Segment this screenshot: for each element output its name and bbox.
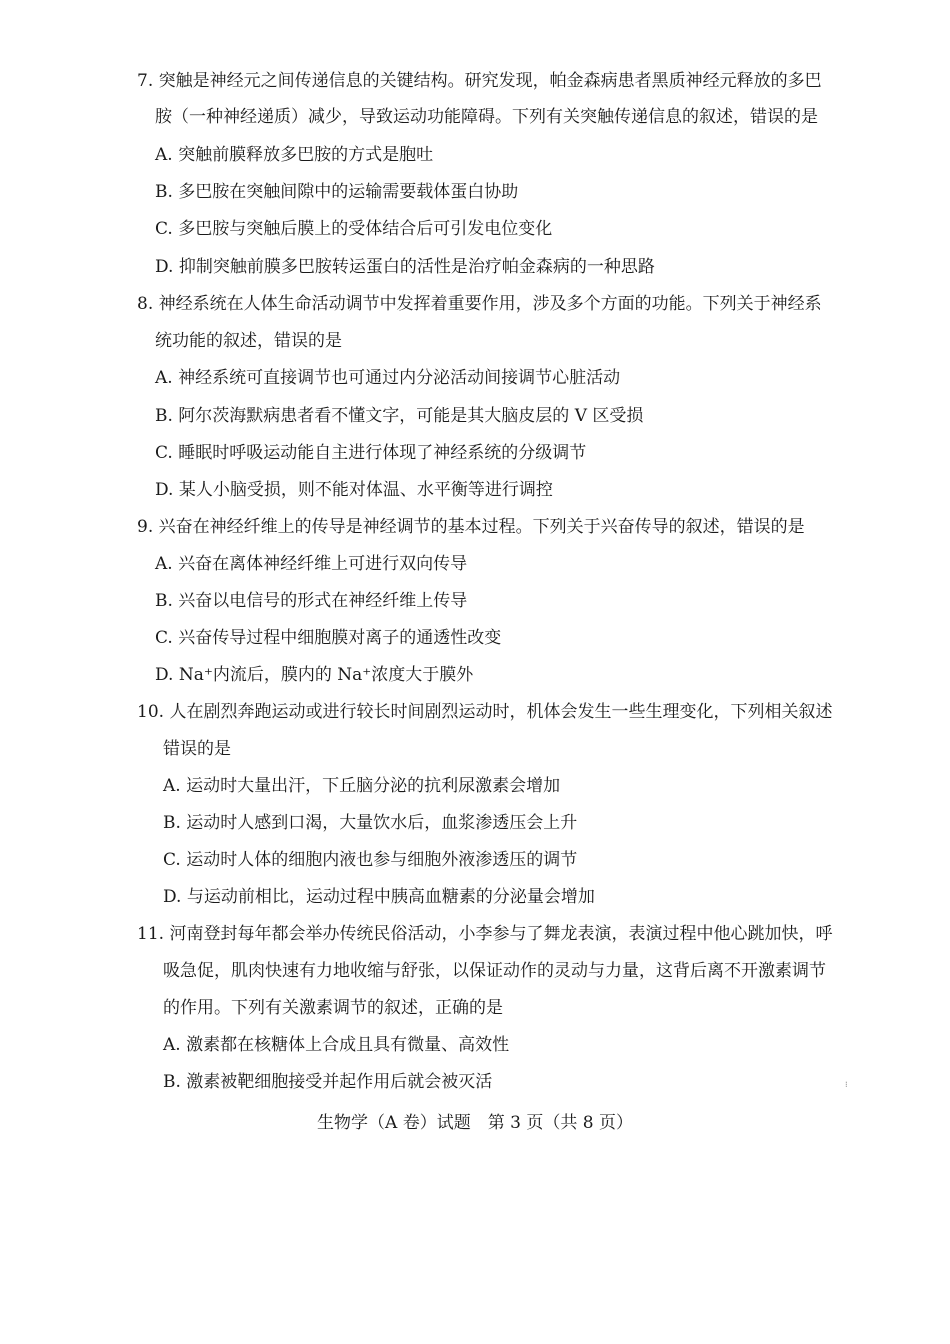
q8-option-a: A. 神经系统可直接调节也可通过内分泌活动间接调节心脏活动 (155, 368, 621, 388)
q8-option-c: C. 睡眠时呼吸运动能自主进行体现了神经系统的分级调节 (155, 443, 587, 463)
q7-option-a: A. 突触前膜释放多巴胺的方式是胞吐 (155, 145, 434, 165)
q9-option-a: A. 兴奋在离体神经纤维上可进行双向传导 (155, 554, 468, 574)
q10-option-a: A. 运动时大量出汗，下丘脑分泌的抗利尿激素会增加 (163, 776, 561, 796)
page-footer: 生物学（A 卷）试题 第 3 页（共 8 页） (317, 1113, 633, 1133)
q10-stem-line-2: 错误的是 (163, 739, 231, 759)
q8-stem-line-2: 统功能的叙述，错误的是 (155, 331, 342, 351)
q10-option-b: B. 运动时人感到口渴，大量饮水后，血浆渗透压会上升 (163, 813, 578, 833)
q10-stem-line-1: 10. 人在剧烈奔跑运动或进行较长时间剧烈运动时，机体会发生一些生理变化，下列相关叙述 (137, 702, 833, 722)
q11-stem-line-1: 11. 河南登封每年都会举办传统民俗活动，小李参与了舞龙表演，表演过程中他心跳加快，呼 (137, 924, 833, 944)
q9-option-b: B. 兴奋以电信号的形式在神经纤维上传导 (155, 591, 468, 611)
q7-option-d: D. 抑制突触前膜多巴胺转运蛋白的活性是治疗帕金森病的一种思路 (155, 257, 655, 277)
q8-option-d: D. 某人小脑受损，则不能对体温、水平衡等进行调控 (155, 480, 553, 500)
q11-option-a: A. 激素都在核糖体上合成且具有微量、高效性 (163, 1035, 510, 1055)
q11-option-b: B. 激素被靶细胞接受并起作用后就会被灭活 (163, 1072, 493, 1092)
q7-stem-line-2: 胺（一种神经递质）减少，导致运动功能障碍。下列有关突触传递信息的叙述，错误的是 (155, 107, 818, 127)
q8-stem-line-1: 8. 神经系统在人体生命活动调节中发挥着重要作用，涉及多个方面的功能。下列关于神经系 (137, 294, 822, 314)
q10-option-c: C. 运动时人体的细胞内液也参与细胞外液渗透压的调节 (163, 850, 578, 870)
margin-mark: ⁝ (845, 1080, 848, 1089)
q8-option-b: B. 阿尔茨海默病患者看不懂文字，可能是其大脑皮层的 V 区受损 (155, 406, 644, 426)
q11-stem-line-2: 吸急促，肌肉快速有力地收缩与舒张，以保证动作的灵动与力量，这背后离不开激素调节 (163, 961, 826, 981)
q7-option-c: C. 多巴胺与突触后膜上的受体结合后可引发电位变化 (155, 219, 553, 239)
q10-option-d: D. 与运动前相比，运动过程中胰高血糖素的分泌量会增加 (163, 887, 595, 907)
q7-stem-line-1: 7. 突触是神经元之间传递信息的关键结构。研究发现，帕金森病患者黑质神经元释放的多巴 (137, 71, 822, 91)
q9-option-d: D. Na⁺内流后，膜内的 Na⁺浓度大于膜外 (155, 665, 474, 685)
q9-stem-line-1: 9. 兴奋在神经纤维上的传导是神经调节的基本过程。下列关于兴奋传导的叙述，错误的是 (137, 517, 805, 537)
q9-option-c: C. 兴奋传导过程中细胞膜对离子的通透性改变 (155, 628, 502, 648)
q11-stem-line-3: 的作用。下列有关激素调节的叙述，正确的是 (163, 998, 503, 1018)
q7-option-b: B. 多巴胺在突触间隙中的运输需要载体蛋白协助 (155, 182, 519, 202)
